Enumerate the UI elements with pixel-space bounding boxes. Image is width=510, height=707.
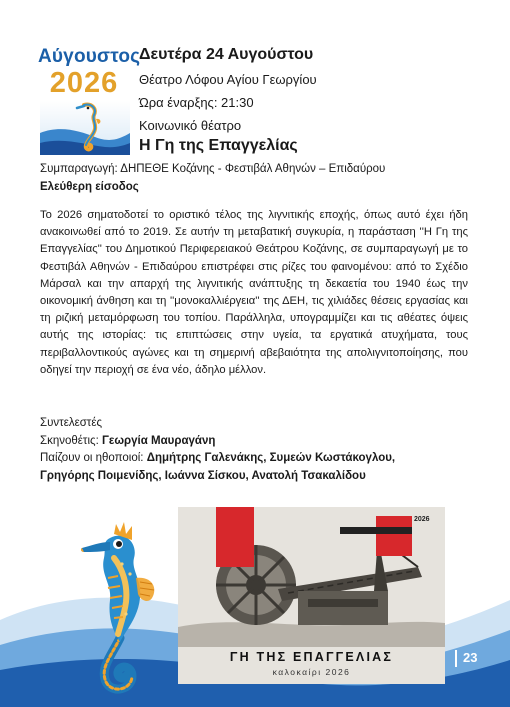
cast-names-line1: Δημήτρης Γαλενάκης, Συμεών Κωστάκογλου, — [146, 452, 396, 464]
event-admission: Ελεύθερη είσοδος — [40, 181, 139, 193]
poster-red-panel-left — [216, 507, 254, 567]
poster-year: 2026 — [414, 516, 430, 523]
credits-director-row — [40, 433, 395, 451]
poster-red-panel-right — [376, 516, 412, 556]
poster-subtitle: καλοκαίρι 2026 — [272, 667, 351, 677]
event-genre: Κοινωνικό θέατρο — [139, 118, 242, 133]
page-number-divider — [455, 650, 457, 667]
poster-title: ΓΗ ΤΗΣ ΕΠΑΓΓΕΛΙΑΣ — [229, 650, 394, 664]
seahorse-logo-icon — [40, 101, 130, 155]
seahorse-illustration — [60, 518, 172, 698]
event-date: Δευτέρα 24 Αυγούστου — [139, 46, 314, 63]
director-name: Γεωργία Μαυραγάνη — [101, 434, 216, 447]
credits-heading: Συντελεστές — [40, 417, 103, 429]
cast-names-line2: Γρηγόρης Ποιμενίδης, Ιωάννα Σίσκου, Ανατολή Τσακαλίδου — [40, 469, 366, 482]
play-poster — [178, 507, 445, 684]
credits-cast-row-2 — [40, 468, 395, 486]
director-label: Σκηνοθέτις: — [40, 434, 102, 447]
page-number: 23 — [463, 650, 478, 665]
logo-year: 2026 — [49, 67, 119, 99]
poster-dark-bar — [340, 527, 412, 534]
logo-month: Αύγουστος — [38, 46, 141, 67]
event-description: Το 2026 σηματοδοτεί το οριστικό τέλος της λιγνιτικής εποχής, όπως αυτό έχει ήδη ανακοινωθεί από το 2019. Σε αυτήν τη μεταβατική συγκυρία, η παράσταση ''Η Γη της Επαγγελίας'' του Δημοτικού Περιφερειακού Θεάτρου Κοζάνης, σε συμπαραγωγή με το Φεστιβάλ Αθηνών - Επιδαύρου επιστρέφει στις ρίζες του φαινομένου: από το Σχέδιο Μάρσαλ και την απαρχή της λιγνιτικής ανάπτυξης τη δεκαετία του 1940 έως την οικονομική άνθηση και τη ''μονοκαλλιέργεια'' της ΔΕΗ, τις χιλιάδες θέσεις εργασίας και τη ριζική μεταμόρφωση του τοπίου. Παράλληλα, υπογραμμίζει και τις αθέατες όψεις αυτής της ιστορίας: τις επιπτώσεις στην υγεία, τα εργατικά ατυχήματα, τους περιβαλλοντικούς αγώνες και τη σημερινή αβεβαιότητα της απολιγνιτοποίησης, που οδηγεί την περιοχή σε ένα νέο, άδηλο μέλλον. — [40, 209, 468, 376]
event-start-time: Ώρα έναρξης: 21:30 — [139, 95, 254, 110]
credits-block — [40, 415, 395, 485]
event-coproduction: Συμπαραγωγή: ΔΗΠΕΘΕ Κοζάνης - Φεστιβάλ Αθηνών – Επιδαύρου — [40, 163, 386, 175]
event-venue: Θέατρο Λόφου Αγίου Γεωργίου — [139, 72, 317, 87]
event-title: Η Γη της Επαγγελίας — [139, 137, 298, 154]
credits-cast-row — [40, 450, 395, 468]
cast-label: Παίζουν οι ηθοποιοί: — [40, 452, 147, 464]
